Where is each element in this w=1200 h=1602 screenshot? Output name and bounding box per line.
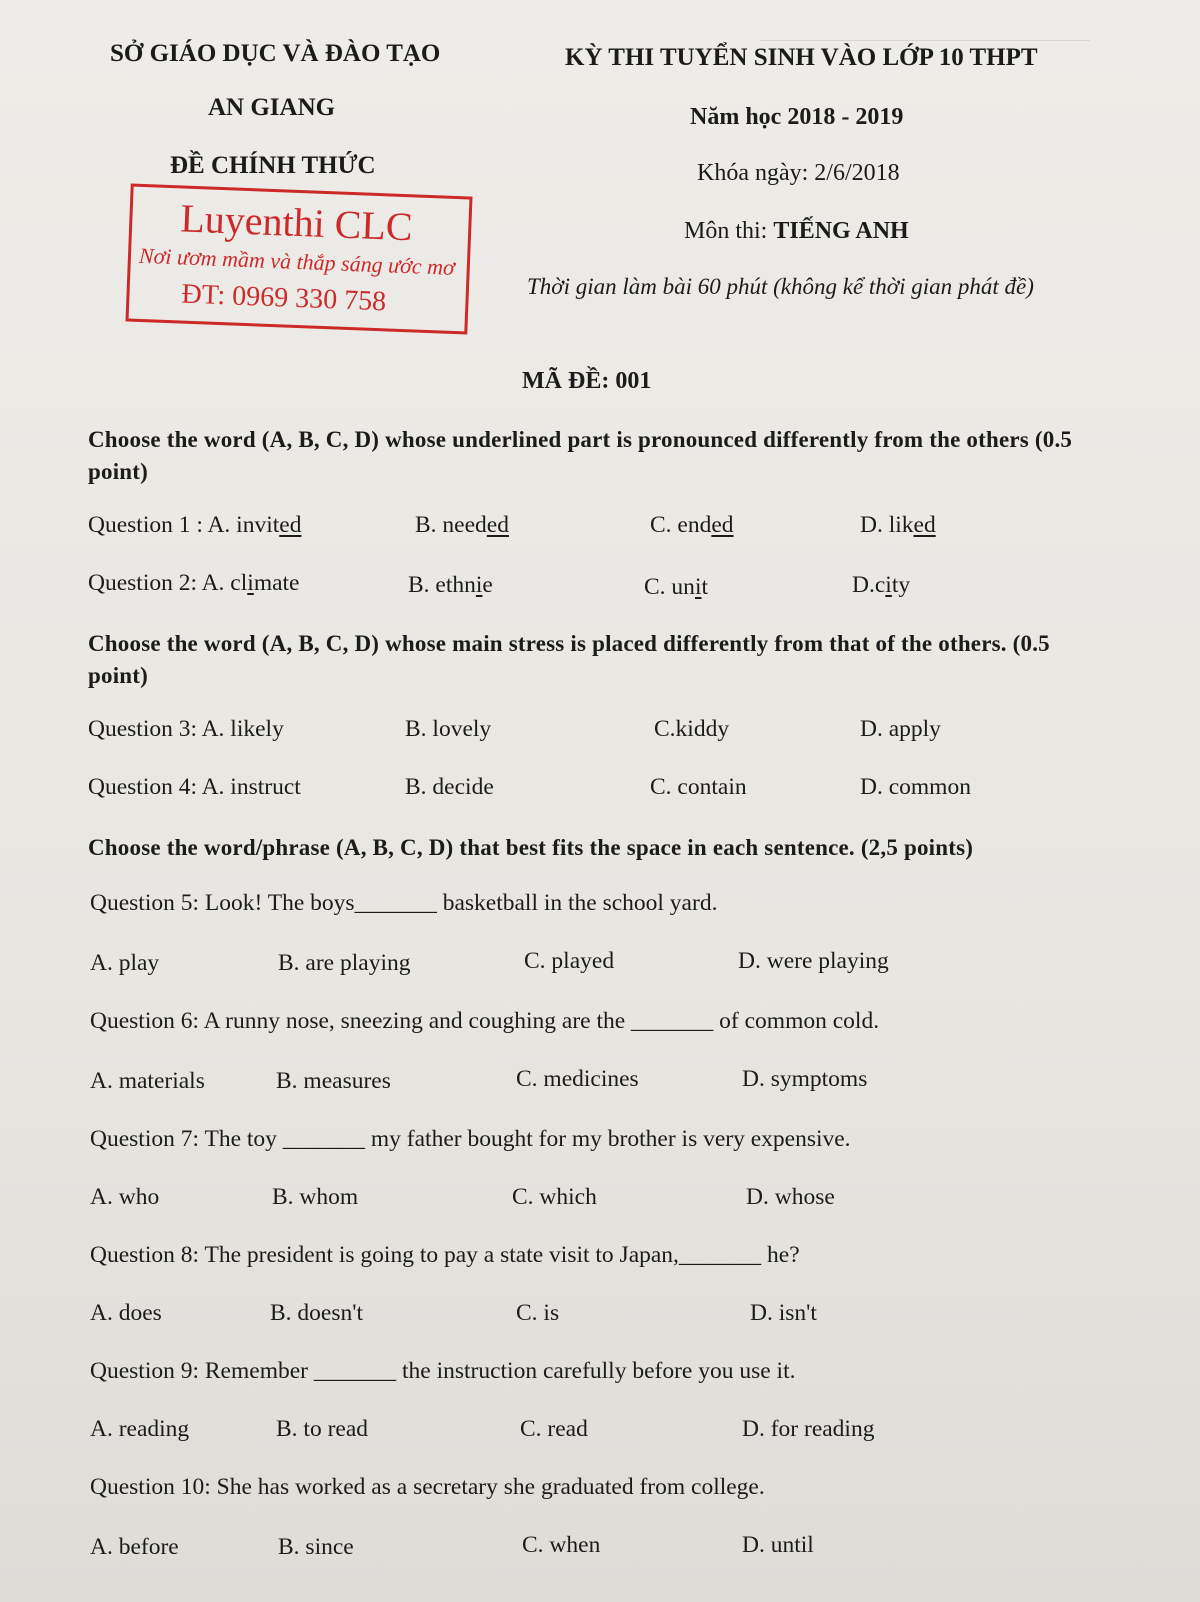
q2-option-c: C. unit [644, 574, 708, 600]
q2-option-d: D.city [852, 572, 911, 598]
bleed-through-mark [760, 40, 1090, 43]
q1-option-d: D. liked [860, 512, 936, 538]
exam-date: Khóa ngày: 2/6/2018 [697, 160, 900, 186]
question-4: Question 4: A. instruct [88, 774, 301, 800]
stamp-name: Luyenthi CLC [179, 195, 414, 250]
subject-prefix: Môn thi: [684, 218, 774, 244]
section-instruction-pronunciation: Choose the word (A, B, C, D) whose underlined part is pronounced differently from the others (0.5 point) [88, 427, 1073, 484]
question-5: Question 5: Look! The boys_______ basketball in the school yard. [90, 890, 718, 916]
stamp-phone: ĐT: 0969 330 758 [180, 278, 387, 318]
q8-option-b: B. doesn't [270, 1300, 364, 1326]
question-1: Question 1 : A. invited [88, 512, 302, 538]
q9-option-d: D. for reading [742, 1416, 875, 1442]
q8-option-d: D. isn't [750, 1300, 817, 1326]
q3-option-d: D. apply [860, 716, 941, 742]
stamp-slogan: Nơi ươm mầm và thắp sáng ước mơ [138, 242, 456, 280]
q8-option-a: A. does [90, 1300, 162, 1326]
q6-option-c: C. medicines [516, 1066, 639, 1092]
school-year: Năm học 2018 - 2019 [690, 104, 904, 130]
question-6: Question 6: A runny nose, sneezing and coughing are the _______ of common cold. [90, 1008, 880, 1034]
q2-option-b: B. ethnie [408, 572, 493, 598]
question-2: Question 2: A. climate [88, 570, 300, 596]
question-7: Question 7: The toy _______ my father bought for my brother is very expensive. [90, 1126, 851, 1152]
question-9: Question 9: Remember _______ the instruction carefully before you use it. [90, 1358, 796, 1384]
q10-option-d: D. until [742, 1532, 814, 1558]
exam-code: MÃ ĐỀ: 001 [522, 368, 652, 394]
center-stamp [125, 183, 472, 334]
q9-option-a: A. reading [90, 1416, 190, 1442]
q5-option-a: A. play [90, 950, 160, 976]
question-3: Question 3: A. likely [88, 716, 284, 742]
q3-option-b: B. lovely [405, 716, 492, 742]
q5-option-b: B. are playing [278, 950, 411, 976]
q6-option-a: A. materials [90, 1068, 205, 1094]
q4-option-c: C. contain [650, 774, 747, 800]
question-10: Question 10: She has worked as a secretary she graduated from college. [90, 1474, 765, 1500]
q7-option-d: D. whose [746, 1184, 835, 1210]
subject-line [684, 218, 909, 245]
q10-option-b: B. since [278, 1534, 354, 1560]
q9-option-c: C. read [520, 1416, 588, 1442]
q7-option-a: A. who [90, 1184, 160, 1210]
q8-option-c: C. is [516, 1300, 560, 1326]
q7-option-c: C. which [512, 1184, 597, 1210]
province-title: AN GIANG [208, 94, 336, 121]
q5-option-d: D. were playing [738, 948, 889, 974]
q1-option-b: B. needed [415, 512, 509, 538]
subject-name: TIẾNG ANH [773, 218, 909, 244]
section-instruction-stress: Choose the word (A, B, C, D) whose main stress is placed differently from that of the others. (0.5 point) [88, 631, 1050, 688]
question-8: Question 8: The president is going to pay a state visit to Japan,_______ he? [90, 1242, 800, 1268]
department-title: SỞ GIÁO DỤC VÀ ĐÀO TẠO [110, 40, 441, 67]
q6-option-d: D. symptoms [742, 1066, 868, 1092]
q10-option-c: C. when [522, 1532, 601, 1558]
official-label: ĐỀ CHÍNH THỨC [170, 152, 376, 179]
q9-option-b: B. to read [276, 1416, 369, 1442]
time-limit: Thời gian làm bài 60 phút (không kể thời gian phát đề) [527, 274, 1034, 299]
q4-option-d: D. common [860, 774, 971, 800]
q1-option-c: C. ended [650, 512, 734, 538]
q10-option-a: A. before [90, 1534, 179, 1560]
section-instruction-gap-fill: Choose the word/phrase (A, B, C, D) that best fits the space in each sentence. (2,5 points) [88, 835, 974, 860]
q6-option-b: B. measures [276, 1068, 391, 1094]
q5-option-c: C. played [524, 948, 615, 974]
q3-option-c: C.kiddy [654, 716, 730, 742]
q4-option-b: B. decide [405, 774, 494, 800]
exam-title: KỲ THI TUYỂN SINH VÀO LỚP 10 THPT [565, 44, 1038, 71]
q7-option-b: B. whom [272, 1184, 359, 1210]
